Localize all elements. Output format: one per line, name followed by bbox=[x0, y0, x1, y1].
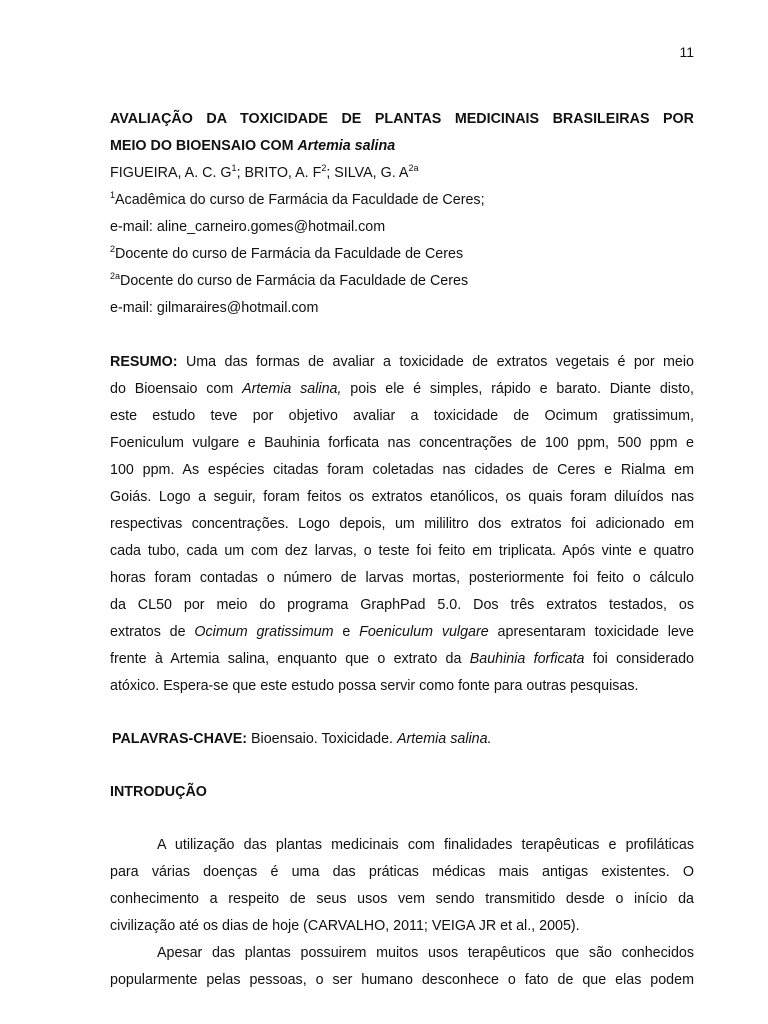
affiliation-3: $^{2a}$Docente do curso de Farmácia da Faculdade de Ceres bbox=[110, 271, 469, 289]
affiliation-email-1: e-mail: aline_carneiro.gomes@hotmail.com bbox=[110, 219, 386, 235]
abstract-line: frente à Artemia salina, enquanto que o extrato da Bauhinia forficata foi considerado bbox=[110, 651, 694, 667]
affiliation-email-2: e-mail: gilmaraires@hotmail.com bbox=[110, 300, 319, 316]
section-heading-introduction: INTRODUÇÃO bbox=[110, 784, 207, 800]
authors-line: FIGUEIRA, A. C. $G^1$; BRITO, A. $F^2$; SILVA, G. $A^{2a}$ bbox=[110, 163, 419, 181]
abstract-line: Goiás. Logo a seguir, foram feitos os extratos etanólicos, os quais foram diluídos nas bbox=[110, 489, 694, 505]
document-body bbox=[110, 106, 694, 994]
abstract-line: horas foram contadas o número de larvas mortas, posteriormente foi feito o cálculo bbox=[110, 570, 694, 586]
paragraph-line: para várias doenças é uma das práticas médicas mais antigas existentes. O bbox=[110, 864, 694, 880]
paragraph-line: conhecimento a respeito de seus usos vem sendo transmitido desde o início da bbox=[110, 891, 694, 907]
affiliation-1: $^1$Acadêmica do curso de Farmácia da Faculdade de Ceres; bbox=[110, 190, 485, 208]
abstract-line: RESUMO: Uma das formas de avaliar a toxicidade de extratos vegetais é por meio bbox=[110, 354, 694, 370]
paragraph-line: A utilização das plantas medicinais com finalidades terapêuticas e profiláticas bbox=[157, 837, 694, 853]
affiliation-2: $^2$Docente do curso de Farmácia da Faculdade de Ceres bbox=[110, 244, 464, 262]
paragraph-line: popularmente pelas pessoas, o ser humano desconhece o fato de que elas podem bbox=[110, 972, 694, 988]
abstract-line: 100 ppm. As espécies citadas foram coletadas nas cidades de Ceres e Rialma em bbox=[110, 462, 694, 478]
abstract bbox=[110, 349, 694, 700]
abstract-line: extratos de Ocimum gratissimum e Foeniculum vulgare apresentaram toxicidade leve bbox=[110, 624, 694, 640]
paragraph-line: civilização até os dias de hoje (CARVALHO, 2011; VEIGA JR et al., 2005). bbox=[110, 918, 580, 934]
intro-paragraph-2 bbox=[110, 940, 694, 994]
abstract-line: da CL50 por meio do programa GraphPad 5.0. Dos três extratos testados, os bbox=[110, 597, 694, 613]
page-number: 11 bbox=[679, 44, 694, 60]
title-line-2: MEIO DO BIOENSAIO COM Artemia salina bbox=[110, 138, 396, 154]
abstract-line: cada tubo, cada um com dez larvas, o teste foi feito em triplicata. Após vinte e quatro bbox=[110, 543, 694, 559]
keywords: PALAVRAS-CHAVE: Bioensaio. Toxicidade. Artemia salina. bbox=[112, 731, 492, 747]
abstract-line: este estudo teve por objetivo avaliar a toxicidade de Ocimum gratissimum, bbox=[110, 408, 694, 424]
paragraph-line: Apesar das plantas possuirem muitos usos terapêuticos que são conhecidos bbox=[157, 945, 694, 961]
abstract-line: do Bioensaio com Artemia salina, pois ele é simples, rápido e barato. Diante disto, bbox=[110, 381, 695, 397]
abstract-line: atóxico. Espera-se que este estudo possa servir como fonte para outras pesquisas. bbox=[110, 678, 639, 694]
abstract-line: respectivas concentrações. Logo depois, um mililitro dos extratos foi adicionado em bbox=[110, 516, 694, 532]
title-line-1: AVALIAÇÃO DA TOXICIDADE DE PLANTAS MEDICINAIS BRASILEIRAS POR bbox=[110, 111, 694, 127]
abstract-line: Foeniculum vulgare e Bauhinia forficata nas concentrações de 100 ppm, 500 ppm e bbox=[110, 435, 694, 451]
intro-paragraph-1 bbox=[110, 832, 694, 940]
